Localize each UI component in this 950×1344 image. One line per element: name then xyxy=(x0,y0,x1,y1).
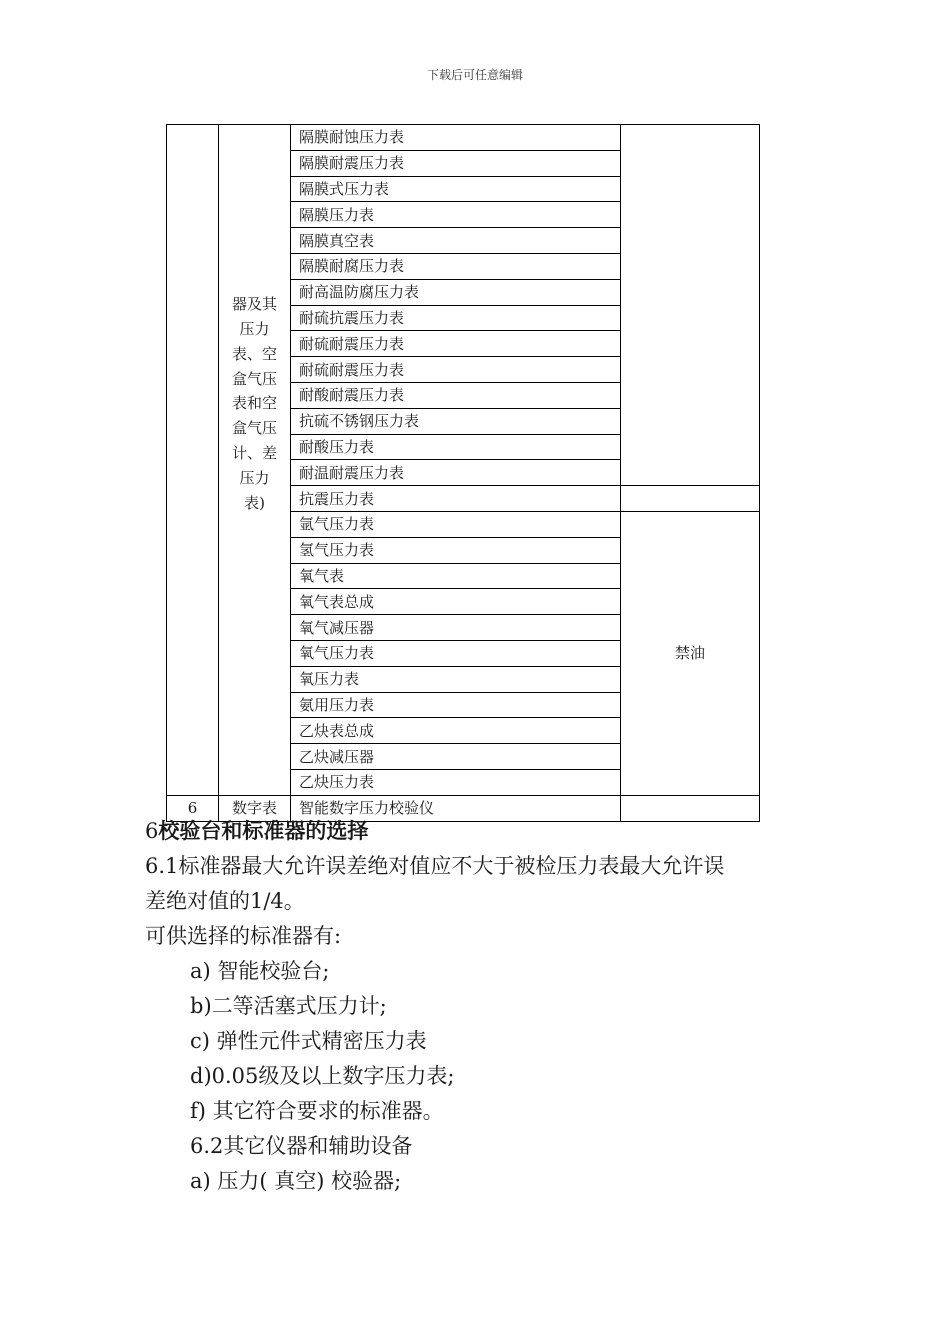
instrument-name-cell: 氧气减压器 xyxy=(291,615,621,641)
row-number-cell: 6 xyxy=(167,795,219,821)
table-row xyxy=(167,125,760,151)
instrument-name-cell: 隔膜耐蚀压力表 xyxy=(291,125,621,151)
section-heading xyxy=(145,813,845,849)
category-line: 表和空 xyxy=(231,394,277,413)
category-line: 表、空 xyxy=(231,344,277,363)
instrument-name-cell: 氨用压力表 xyxy=(291,692,621,718)
instrument-name-cell: 耐硫耐震压力表 xyxy=(291,331,621,357)
instrument-name-cell: 乙炔压力表 xyxy=(291,769,621,795)
instrument-name-cell: 隔膜耐腐压力表 xyxy=(291,253,621,279)
section-heading-text: 校验台和标准器的选择 xyxy=(158,818,369,843)
category-line: 盒气压 xyxy=(231,419,277,438)
note-cell xyxy=(621,486,760,512)
category-line: 表) xyxy=(244,493,265,512)
instrument-name-cell: 耐酸耐震压力表 xyxy=(291,382,621,408)
instrument-name-cell: 耐高温防腐压力表 xyxy=(291,279,621,305)
list-item-d: d)0.05级及以上数字压力表; xyxy=(190,1064,455,1088)
instrument-name-cell: 隔膜耐震压力表 xyxy=(291,150,621,176)
instrument-name-cell: 隔膜式压力表 xyxy=(291,176,621,202)
note-cell-no-oil: 禁油 xyxy=(621,511,760,795)
instrument-name-cell: 隔膜真空表 xyxy=(291,228,621,254)
instrument-name-cell: 氧气表 xyxy=(291,563,621,589)
instrument-name-cell: 隔膜压力表 xyxy=(291,202,621,228)
paragraph-6-1-line2: 差绝对值的1/4。 xyxy=(145,889,305,913)
category-text-upper: 器及其 xyxy=(231,295,277,314)
instrument-name-cell: 耐酸压力表 xyxy=(291,434,621,460)
list-item-a2: a) 压力( 真空) 校验器; xyxy=(190,1169,402,1193)
paragraph-6-1-line1: 6.1标准器最大允许误差绝对值应不大于被检压力表最大允许误 xyxy=(145,854,725,878)
instrument-name-cell: 乙炔表总成 xyxy=(291,718,621,744)
instrument-name-cell: 氧压力表 xyxy=(291,666,621,692)
category-line: 计、差 xyxy=(231,444,277,463)
category-cell: 数字表 xyxy=(219,795,291,821)
list-item-a: a) 智能校验台; xyxy=(190,959,330,983)
row-number-cell xyxy=(167,125,219,796)
list-item-f: f) 其它符合要求的标准器。 xyxy=(190,1099,444,1123)
instrument-name-cell: 耐温耐震压力表 xyxy=(291,460,621,486)
category-line: 盒气压 xyxy=(231,369,277,388)
instrument-name-cell: 抗震压力表 xyxy=(291,486,621,512)
instrument-name-cell: 智能数字压力校验仪 xyxy=(291,795,621,821)
instrument-name-cell: 氧气表总成 xyxy=(291,589,621,615)
page-header-note: 下载后可任意编辑 xyxy=(426,68,523,82)
category-line: 压力 xyxy=(239,468,270,487)
instrument-name-cell: 耐硫耐震压力表 xyxy=(291,357,621,383)
list-item-b: b)二等活塞式压力计; xyxy=(190,994,387,1018)
instrument-name-cell: 耐硫抗震压力表 xyxy=(291,305,621,331)
subsection-6-2: 6.2其它仪器和辅助设备 xyxy=(190,1134,413,1158)
instrument-name-cell: 氢气压力表 xyxy=(291,537,621,563)
category-text-lower xyxy=(219,317,290,627)
instrument-table xyxy=(166,124,760,822)
instrument-name-cell: 氩气压力表 xyxy=(291,511,621,537)
section-heading-number: 6 xyxy=(145,819,159,843)
category-cell xyxy=(219,125,291,796)
instrument-name-cell: 乙炔减压器 xyxy=(291,744,621,770)
note-cell xyxy=(621,125,760,486)
instrument-name-cell: 抗硫不锈钢压力表 xyxy=(291,408,621,434)
paragraph-standards-intro: 可供选择的标准器有: xyxy=(145,924,342,948)
body-text xyxy=(145,813,845,1199)
instrument-name-cell: 氧气压力表 xyxy=(291,640,621,666)
list-item-c: c) 弹性元件式精密压力表 xyxy=(190,1029,427,1053)
category-line: 压力 xyxy=(239,320,270,339)
